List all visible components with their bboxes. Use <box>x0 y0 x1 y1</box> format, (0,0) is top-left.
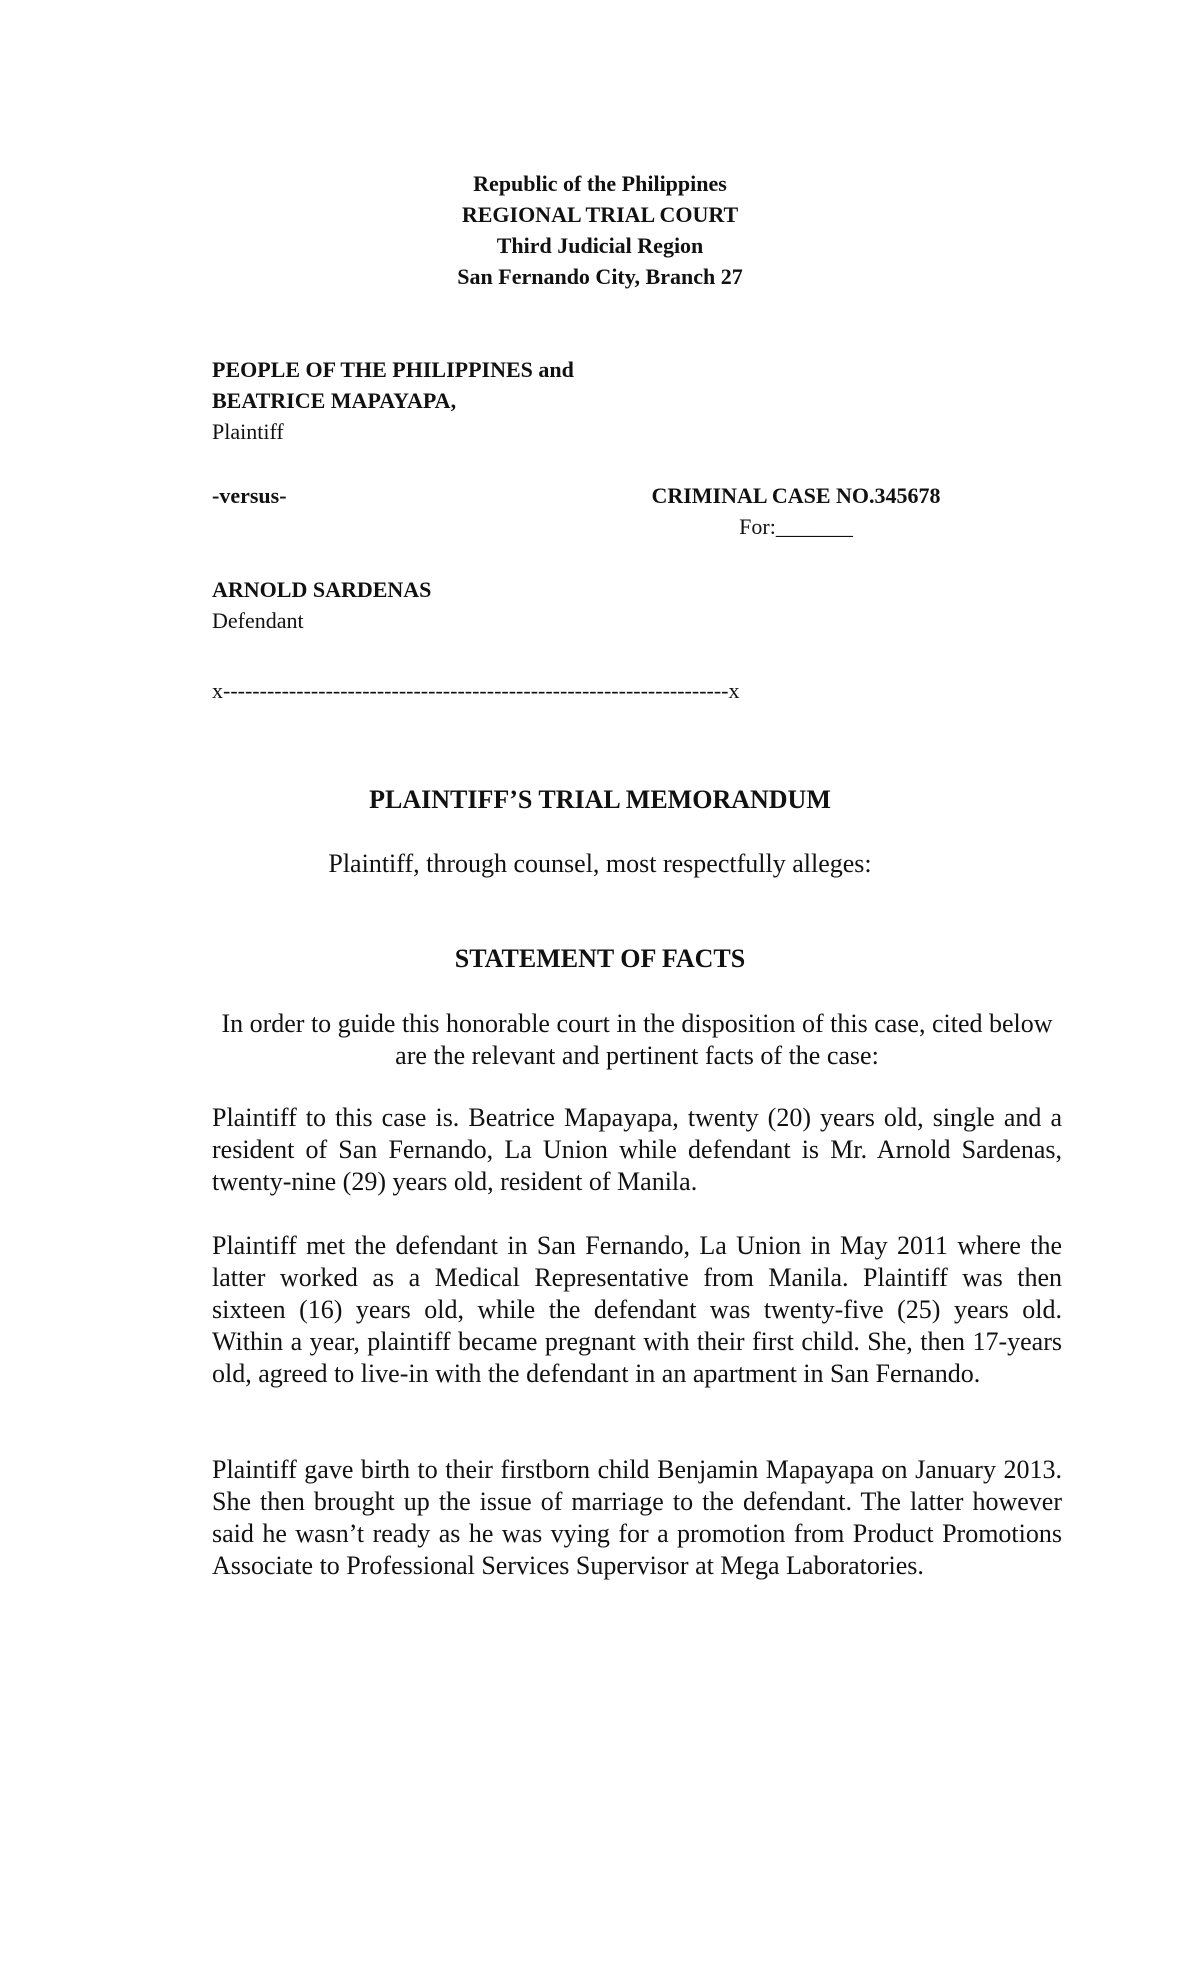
fact-paragraph-3: Plaintiff gave birth to their firstborn child Benjamin Mapayapa on January 2013. She then brought up the issue of marriage to the defendant. The latter however said he wasn’t ready as he was vying for a promotion from Product Promotions Associate to Professional Services Supervisor at Mega Laboratories. <box>212 1455 1062 1580</box>
case-number: CRIMINAL CASE NO.345678 <box>651 483 941 508</box>
header-judicial-region: Third Judicial Region <box>496 233 704 258</box>
plaintiff-role: Plaintiff <box>212 419 284 444</box>
section-heading: STATEMENT OF FACTS <box>454 944 746 973</box>
plaintiff-caption <box>212 354 574 447</box>
plaintiff-name-line1: PEOPLE OF THE PHILIPPINES and <box>212 357 574 382</box>
versus-label: -versus- <box>212 483 287 508</box>
header-republic: Republic of the Philippines <box>473 171 727 196</box>
defendant-caption <box>212 574 431 636</box>
defendant-name: ARNOLD SARDENAS <box>212 577 432 602</box>
court-header <box>0 168 1200 292</box>
header-court-name: REGIONAL TRIAL COURT <box>461 202 739 227</box>
document-intro: Plaintiff, through counsel, most respectfully alleges: <box>328 849 872 878</box>
plaintiff-name-line2: BEATRICE MAPAYAPA, <box>212 388 457 413</box>
fact-paragraph-1: Plaintiff to this case is. Beatrice Mapayapa, twenty (20) years old, single and a resident of San Fernando, La Union while defendant is Mr. Arnold Sardenas, twenty-nine (29) years old, resident of Manila. <box>212 1103 1062 1196</box>
fact-paragraph-2: Plaintiff met the defendant in San Fernando, La Union in May 2011 where the latter worked as a Medical Representative from Manila. Plaintiff was then sixteen (16) years old, while the defendant was twenty-five (25) years old. Within a year, plaintiff became pregnant with their first child. She, then 17-years old, agreed to live-in with the defendant in an apartment in San Fernando. <box>212 1231 1062 1388</box>
header-branch: San Fernando City, Branch 27 <box>457 264 743 289</box>
document-title: PLAINTIFF’S TRIAL MEMORANDUM <box>369 785 831 814</box>
caption-divider: x---------------------------------------------------------------------x <box>212 678 740 703</box>
case-number-block <box>636 480 956 542</box>
section-intro: In order to guide this honorable court in the disposition of this case, cited below are the relevant and pertinent facts of the case: <box>221 1009 1053 1070</box>
case-for-label: For:_______ <box>739 514 853 539</box>
defendant-role: Defendant <box>212 608 304 633</box>
